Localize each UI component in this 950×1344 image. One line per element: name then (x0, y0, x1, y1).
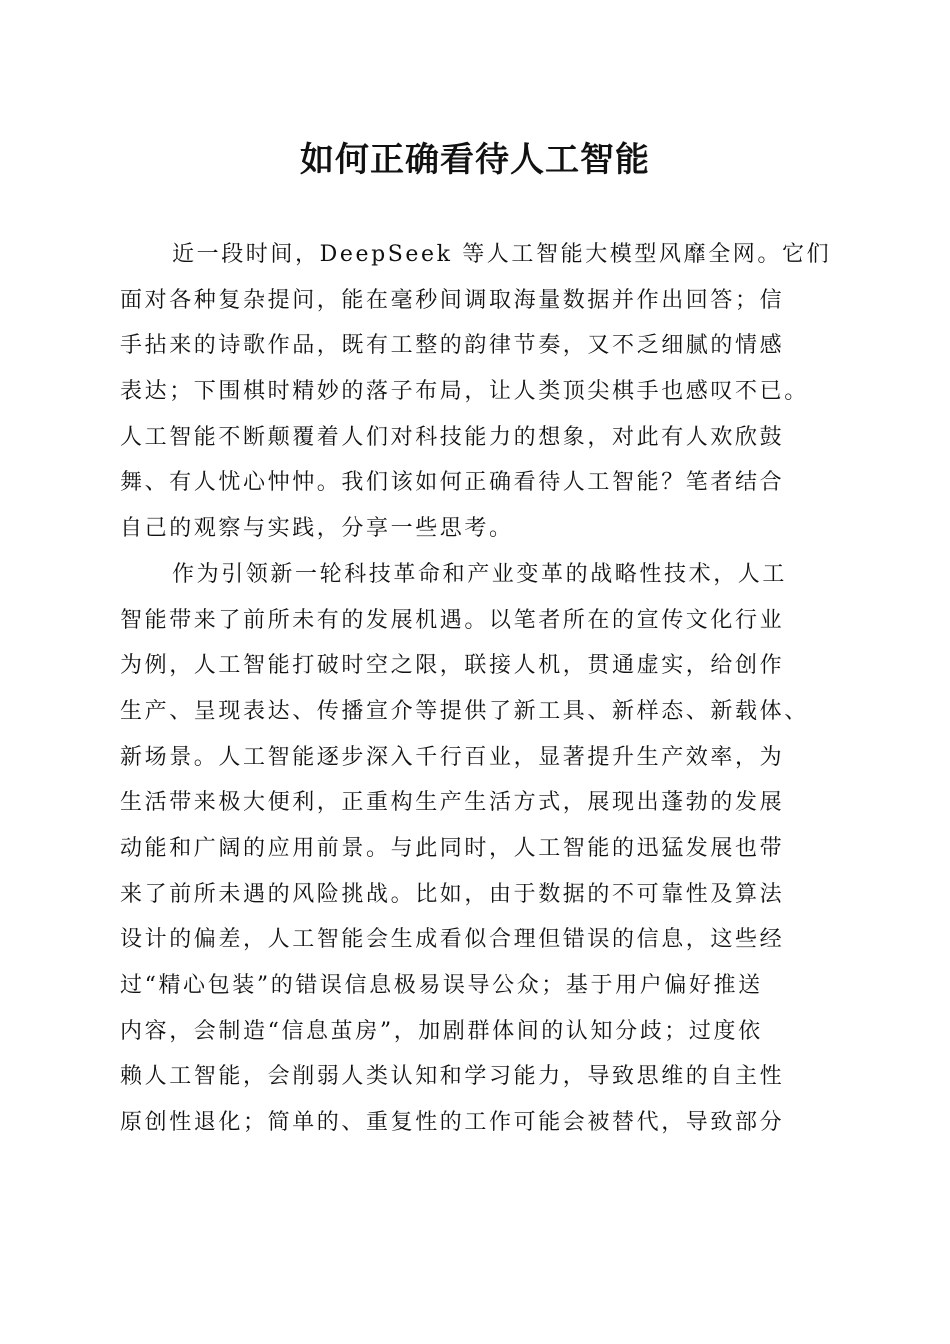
text-line: 面对各种复杂提问，能在毫秒间调取海量数据并作出回答；信 (120, 287, 785, 313)
text-line: 新场景。人工智能逐步深入千行百业，显著提升生产效率，为 (120, 744, 785, 770)
text-line: 原创性退化；简单的、重复性的工作可能会被替代，导致部分 (120, 1110, 785, 1136)
text-line: 人工智能不断颠覆着人们对科技能力的想象，对此有人欢欣鼓 (120, 424, 785, 450)
text-line: 为例，人工智能打破时空之限，联接人机，贯通虚实，给创作 (120, 653, 785, 679)
text-line: 手拈来的诗歌作品，既有工整的韵律节奏，又不乏细腻的情感 (120, 333, 785, 359)
text-line: 作为引领新一轮科技革命和产业变革的战略性技术，人工 (172, 561, 788, 587)
text-line: 内容，会制造“信息茧房”，加剧群体间的认知分歧；过度依 (120, 1018, 763, 1044)
text-line: 表达；下围棋时精妙的落子布局，让人类顶尖棋手也感叹不已。 (120, 379, 809, 405)
text-line: 过“精心包装”的错误信息极易误导公众；基于用户偏好推送 (120, 973, 763, 998)
text-line: 自己的观察与实践，分享一些思考。 (120, 516, 514, 542)
text-line: 舞、有人忧心忡忡。我们该如何正确看待人工智能？笔者结合 (120, 470, 785, 496)
text-line: 智能带来了前所未有的发展机遇。以笔者所在的宣传文化行业 (120, 607, 785, 633)
paragraph-1 (120, 232, 840, 552)
text-line: 赖人工智能，会削弱人类认知和学习能力，导致思维的自主性 (120, 1064, 785, 1090)
text-line: 动能和广阔的应用前景。与此同时，人工智能的迅猛发展也带 (120, 835, 785, 861)
text-line: 设计的偏差，人工智能会生成看似合理但错误的信息，这些经 (120, 927, 785, 953)
text-line: 生产、呈现表达、传播宣介等提供了新工具、新样态、新载体、 (120, 698, 809, 724)
text-line: 来了前所未遇的风险挑战。比如，由于数据的不可靠性及算法 (120, 881, 785, 907)
text-line: 近一段时间，DeepSeek 等人工智能大模型风靡全网。它们 (172, 242, 832, 267)
document-title: 如何正确看待人工智能 (300, 140, 650, 180)
text-line: 生活带来极大便利，正重构生产生活方式，展现出蓬勃的发展 (120, 790, 785, 816)
paragraph-2 (120, 552, 840, 1146)
document-body (120, 232, 840, 1146)
